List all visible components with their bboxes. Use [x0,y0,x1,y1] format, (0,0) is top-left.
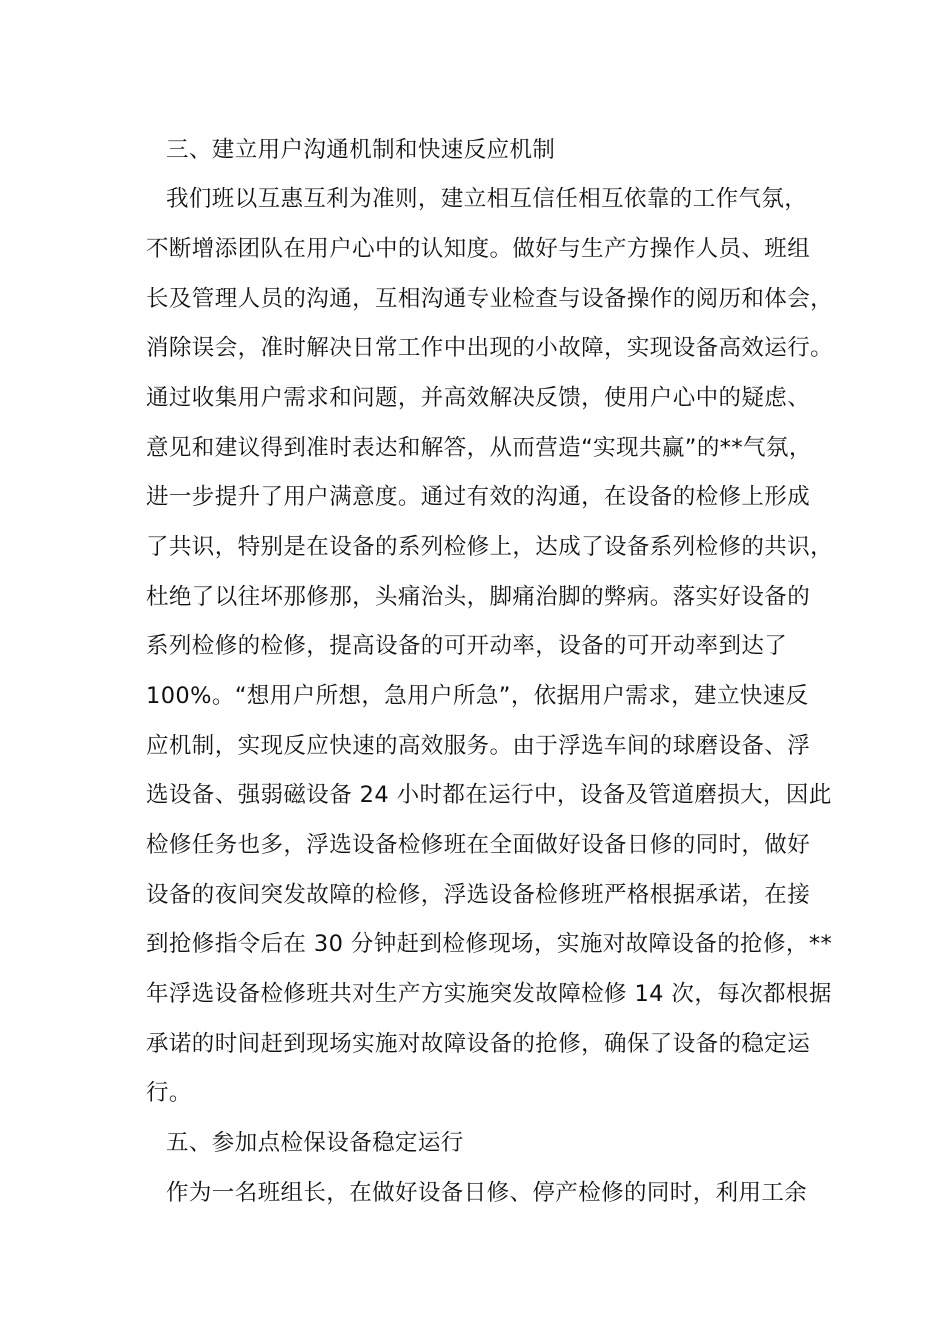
paragraph-line: 作为一名班组长，在做好设备日修、停产检修的同时，利用工余 [166,1180,808,1206]
section-heading: 五、参加点检保设备稳定运行 [166,1130,464,1156]
paragraph-line: 意见和建议得到准时表达和解答，从而营造“实现共赢”的**气氛， [146,435,812,461]
paragraph-line: 设备的夜间突发故障的检修，浮选设备检修班严格根据承诺，在接 [146,882,811,908]
paragraph-line: 杜绝了以往坏那修那，头痛治头，脚痛治脚的弊病。落实好设备的 [146,584,811,610]
paragraph-line: 检修任务也多，浮选设备检修班在全面做好设备日修的同时，做好 [146,832,811,858]
paragraph-line: 承诺的时间赶到现场实施对故障设备的抢修，确保了设备的稳定运 [146,1031,811,1057]
paragraph-line: 应机制，实现反应快速的高效服务。由于浮选车间的球磨设备、浮 [146,733,811,759]
section-heading: 三、建立用户沟通机制和快速反应机制 [166,137,556,163]
paragraph-line: 年浮选设备检修班共对生产方实施突发故障检修 14 次，每次都根据 [146,981,832,1007]
paragraph-line: 到抢修指令后在 30 分钟赶到检修现场，实施对故障设备的抢修，** [146,931,833,957]
paragraph-line: 消除误会，准时解决日常工作中出现的小故障，实现设备高效运行。 [146,335,834,361]
paragraph-line: 我们班以互惠互利为准则，建立相互信任相互依靠的工作气氛， [166,186,808,212]
paragraph-line: 进一步提升了用户满意度。通过有效的沟通，在设备的检修上形成 [146,484,811,510]
paragraph-line: 不断增添团队在用户心中的认知度。做好与生产方操作人员、班组 [146,236,811,262]
paragraph-line: 了共识，特别是在设备的系列检修上，达成了设备系列检修的共识， [146,534,834,560]
paragraph-line: 长及管理人员的沟通，互相沟通专业检查与设备操作的阅历和体会， [146,286,834,312]
paragraph-line: 系列检修的检修，提高设备的可开动率，设备的可开动率到达了 [146,633,788,659]
paragraph-line: 100%。“想用户所想，急用户所急”，依据用户需求，建立快速反 [146,683,809,709]
paragraph-line: 选设备、强弱磁设备 24 小时都在运行中，设备及管道磨损大，因此 [146,782,832,808]
paragraph-line: 通过收集用户需求和问题，并高效解决反馈，使用户心中的疑虑、 [146,385,811,411]
paragraph-line: 行。 [146,1080,192,1106]
